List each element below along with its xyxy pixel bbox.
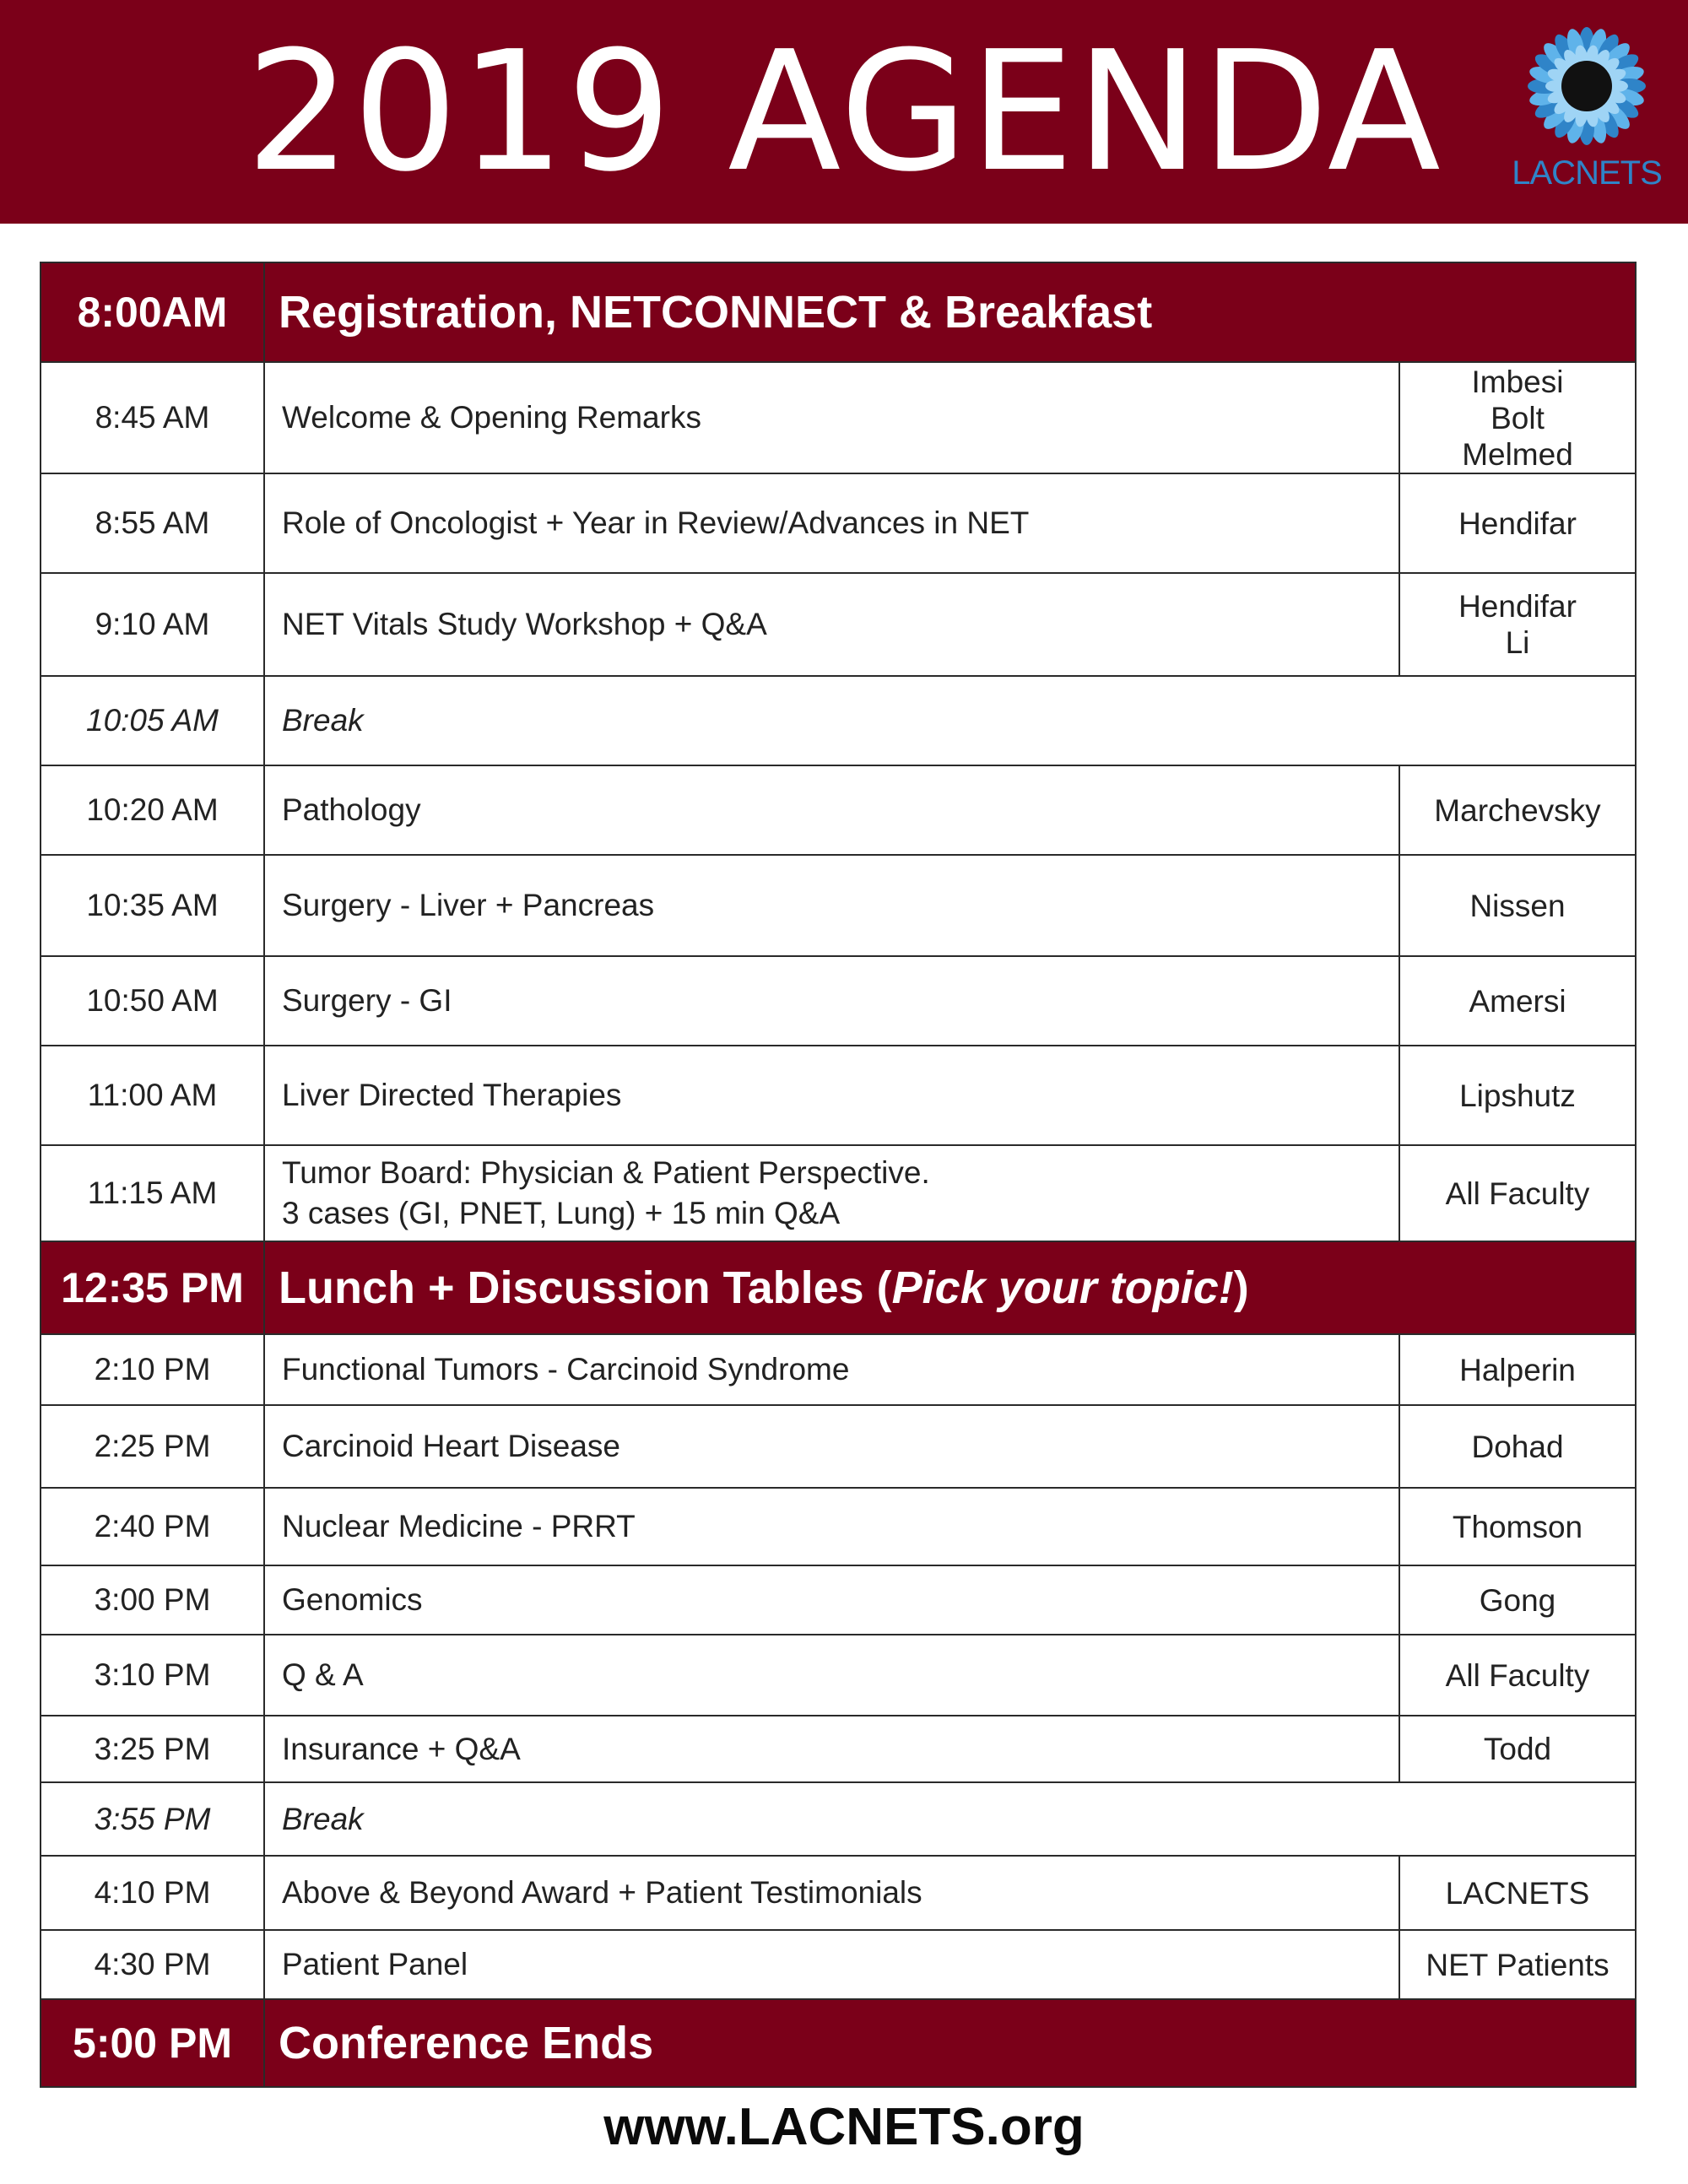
agenda-time: 10:35 AM bbox=[41, 855, 264, 956]
agenda-session: Liver Directed Therapies bbox=[264, 1046, 1399, 1145]
agenda-row bbox=[41, 1856, 1636, 1930]
agenda-session: Patient Panel bbox=[264, 1930, 1399, 1999]
agenda-session: Genomics bbox=[264, 1565, 1399, 1635]
agenda-session: Break bbox=[264, 676, 1636, 765]
agenda-row bbox=[41, 956, 1636, 1046]
agenda-row bbox=[41, 1635, 1636, 1716]
agenda-time: 11:15 AM bbox=[41, 1145, 264, 1241]
agenda-session: Pathology bbox=[264, 765, 1399, 855]
speaker-name: NET Patients bbox=[1426, 1947, 1610, 1982]
speaker-name: LACNETS bbox=[1445, 1875, 1590, 1911]
agenda-banner-row bbox=[41, 262, 1636, 362]
session-line: 3 cases (GI, PNET, Lung) + 15 min Q&A bbox=[282, 1196, 841, 1230]
speaker-name: All Faculty bbox=[1445, 1657, 1590, 1693]
agenda-session: NET Vitals Study Workshop + Q&A bbox=[264, 573, 1399, 676]
agenda-session: Surgery - Liver + Pancreas bbox=[264, 855, 1399, 956]
agenda-row bbox=[41, 1488, 1636, 1565]
agenda-session: Conference Ends bbox=[264, 1999, 1636, 2087]
agenda-speakers bbox=[1399, 765, 1636, 855]
agenda-session: Above & Beyond Award + Patient Testimonials bbox=[264, 1856, 1399, 1930]
agenda-row bbox=[41, 362, 1636, 473]
agenda-speakers bbox=[1399, 1856, 1636, 1930]
agenda-session: Welcome & Opening Remarks bbox=[264, 362, 1399, 473]
agenda-speakers bbox=[1399, 855, 1636, 956]
agenda-session: Functional Tumors - Carcinoid Syndrome bbox=[264, 1334, 1399, 1405]
speaker-name: Nissen bbox=[1469, 888, 1566, 923]
footer-url: www.LACNETS.org bbox=[603, 2098, 1085, 2156]
agenda-time: 3:00 PM bbox=[41, 1565, 264, 1635]
agenda-speakers bbox=[1399, 473, 1636, 573]
agenda-time: 3:55 PM bbox=[41, 1782, 264, 1856]
agenda-break-row bbox=[41, 1782, 1636, 1856]
agenda-row bbox=[41, 1334, 1636, 1405]
speaker-name: Bolt bbox=[1491, 400, 1545, 435]
agenda-time: 10:20 AM bbox=[41, 765, 264, 855]
speaker-name: Marchevsky bbox=[1434, 792, 1601, 828]
sunflower-logo-icon bbox=[1526, 25, 1647, 147]
agenda-session: Insurance + Q&A bbox=[264, 1716, 1399, 1782]
agenda-time: 5:00 PM bbox=[41, 1999, 264, 2087]
session-text: ) bbox=[1233, 1262, 1249, 1313]
agenda-session bbox=[264, 1241, 1636, 1334]
speaker-name: Hendifar bbox=[1458, 505, 1577, 541]
speaker-name: Thomson bbox=[1452, 1509, 1583, 1544]
agenda-session: Break bbox=[264, 1782, 1636, 1856]
agenda-row bbox=[41, 1565, 1636, 1635]
speaker-name: Amersi bbox=[1469, 983, 1566, 1019]
agenda-time: 4:10 PM bbox=[41, 1856, 264, 1930]
speaker-name: Gong bbox=[1479, 1582, 1556, 1618]
agenda-time: 2:25 PM bbox=[41, 1405, 264, 1488]
agenda-speakers bbox=[1399, 1930, 1636, 1999]
agenda-session bbox=[264, 1145, 1399, 1241]
agenda-row bbox=[41, 1716, 1636, 1782]
agenda-time: 8:00AM bbox=[41, 262, 264, 362]
agenda-time: 12:35 PM bbox=[41, 1241, 264, 1334]
agenda-row bbox=[41, 473, 1636, 573]
agenda-session: Surgery - GI bbox=[264, 956, 1399, 1046]
agenda-session: Role of Oncologist + Year in Review/Advances in NET bbox=[264, 473, 1399, 573]
session-line: Tumor Board: Physician & Patient Perspective. bbox=[282, 1155, 930, 1190]
agenda-speakers bbox=[1399, 362, 1636, 473]
agenda-time: 2:10 PM bbox=[41, 1334, 264, 1405]
agenda-row bbox=[41, 855, 1636, 956]
agenda-time: 3:25 PM bbox=[41, 1716, 264, 1782]
agenda-speakers bbox=[1399, 1488, 1636, 1565]
agenda-banner-row bbox=[41, 1999, 1636, 2087]
agenda-row bbox=[41, 1046, 1636, 1145]
agenda-speakers bbox=[1399, 1565, 1636, 1635]
agenda-session: Carcinoid Heart Disease bbox=[264, 1405, 1399, 1488]
speaker-name: Imbesi bbox=[1471, 364, 1564, 399]
agenda-time: 9:10 AM bbox=[41, 573, 264, 676]
speaker-name: Melmed bbox=[1462, 436, 1573, 472]
agenda-time: 10:05 AM bbox=[41, 676, 264, 765]
agenda-session: Nuclear Medicine - PRRT bbox=[264, 1488, 1399, 1565]
agenda-time: 2:40 PM bbox=[41, 1488, 264, 1565]
agenda-row bbox=[41, 765, 1636, 855]
agenda-speakers bbox=[1399, 1046, 1636, 1145]
agenda-time: 10:50 AM bbox=[41, 956, 264, 1046]
agenda-session: Q & A bbox=[264, 1635, 1399, 1716]
agenda-break-row bbox=[41, 676, 1636, 765]
agenda-session: Registration, NETCONNECT & Breakfast bbox=[264, 262, 1636, 362]
agenda-speakers bbox=[1399, 1405, 1636, 1488]
speaker-name: Lipshutz bbox=[1459, 1078, 1576, 1113]
session-text: Lunch + Discussion Tables ( bbox=[279, 1262, 892, 1313]
logo-text: LACNETS bbox=[1512, 154, 1662, 192]
agenda-speakers bbox=[1399, 1334, 1636, 1405]
agenda-row bbox=[41, 1930, 1636, 1999]
speaker-name: Todd bbox=[1483, 1732, 1552, 1766]
agenda-banner-row bbox=[41, 1241, 1636, 1334]
speaker-name: All Faculty bbox=[1445, 1176, 1590, 1211]
speaker-name: Hendifar bbox=[1458, 589, 1577, 624]
agenda-speakers bbox=[1399, 573, 1636, 676]
lacnets-logo bbox=[1494, 25, 1680, 194]
agenda-speakers bbox=[1399, 1635, 1636, 1716]
agenda-speakers bbox=[1399, 956, 1636, 1046]
session-emphasis: Pick your topic! bbox=[891, 1262, 1234, 1313]
agenda-row bbox=[41, 1145, 1636, 1241]
agenda-speakers bbox=[1399, 1716, 1636, 1782]
agenda-row bbox=[41, 573, 1636, 676]
speaker-name: Dohad bbox=[1471, 1429, 1564, 1464]
agenda-time: 8:45 AM bbox=[41, 362, 264, 473]
agenda-time: 8:55 AM bbox=[41, 473, 264, 573]
agenda-table bbox=[40, 262, 1637, 2088]
agenda-time: 3:10 PM bbox=[41, 1635, 264, 1716]
agenda-time: 4:30 PM bbox=[41, 1930, 264, 1999]
agenda-row bbox=[41, 1405, 1636, 1488]
page-title: 2019 AGENDA bbox=[246, 16, 1442, 208]
speaker-name: Halperin bbox=[1459, 1352, 1576, 1387]
agenda-speakers bbox=[1399, 1145, 1636, 1241]
speaker-name: Li bbox=[1505, 625, 1530, 660]
agenda-time: 11:00 AM bbox=[41, 1046, 264, 1145]
